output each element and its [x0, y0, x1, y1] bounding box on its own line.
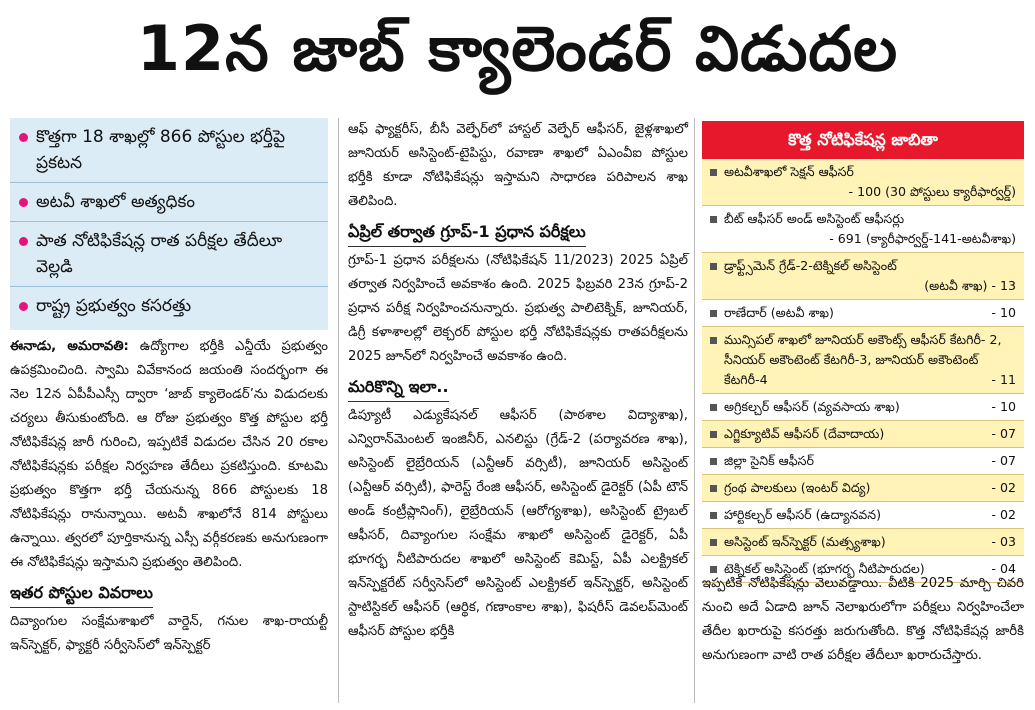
table-row — [702, 206, 1024, 253]
table-row — [702, 300, 1024, 327]
post-name: అటవీశాఖలో సెక్షన్ ఆఫీసర్ — [724, 164, 854, 179]
post-name: మున్సిపల్ శాఖలో జూనియర్ అకౌంట్స్ ఆఫీసర్ కేటగిరీ- 2, సీనియర్ అకౌంటెంట్ కేటగిరీ-3, జూనియర్ అకౌంటెంట్ కేటగిరీ-4 — [724, 332, 1002, 387]
highlight-text: రాష్ట్ర ప్రభుత్వం కసరత్తు — [36, 296, 192, 316]
post-name: అగ్రికల్చర్ ఆఫీసర్ (వ్యవసాయ శాఖ) — [724, 399, 900, 414]
post-count: - 07 — [991, 426, 1016, 441]
article-paragraph: డిప్యూటీ ఎడ్యుకేషనల్ ఆఫీసర్ (పాఠశాల విద్యాశాఖ), ఎన్విరాన్‌మెంటల్ ఇంజినీర్, ఎనలిస్టు (గ్రేడ్-2 (పర్యావరణ శాఖ), అసిస్టెంట్ లైబ్రేరియన్ (ఎన్టీఆర్ వర్సిటీ), జూనియర్ అసిస్టెంట్ (ఎన్టీఆర్ వర్సిటీ), ఫారెస్ట్ రేంజి ఆఫీసర్, అసిస్టెంట్ డైరెక్టర్ (ఏపీ టౌన్ అండ్ కంట్రీప్లానింగ్), లైబ్రేరియన్ (ఆరోగ్యశాఖ), అసిస్టెంట్ ట్రైబల్ ఆఫీసర్, దివ్యాంగుల సంక్షేమ శాఖలో అసిస్టెంట్ డైరెక్టర్, ఏపీ భూగర్భ నీటిపారుదల శాఖలో అసిస్టెంట్ కెమిస్ట్, ఏపీ ఎలక్ట్రికల్ ఇన్‌స్పెక్టరేట్ సర్వీసెస్‌లో అసిస్టెంట్ ఎలక్ట్రికల్ ఇన్‌స్పెక్టర్, అసిస్టెంట్ స్టాటిస్టికల్ ఆఫీసర్ (ఆర్థిక, గణాంకాల శాఖ), ఫిషరీస్ డెవలప్‌మెంట్ ఆఫీసర్ పోస్టుల భర్తీకి — [348, 408, 688, 639]
post-name: అసిస్టెంట్ ఇన్‌స్పెక్టర్ (మత్స్యశాఖ) — [724, 534, 886, 549]
highlight-text: కొత్తగా 18 శాఖల్లో 866 పోస్టుల భర్తీపై ప్రకటన — [36, 127, 286, 173]
article-column-2 — [348, 118, 688, 644]
square-bullet-icon — [710, 169, 717, 176]
table-row — [702, 327, 1024, 394]
post-name: హార్టికల్చర్ ఆఫీసర్ (ఉద్యానవన) — [724, 507, 882, 522]
square-bullet-icon — [710, 263, 717, 270]
post-detail-text: (అటవీ శాఖ) — [924, 278, 992, 293]
highlight-item — [10, 118, 328, 183]
post-count: - 11 — [991, 372, 1016, 387]
article-paragraph: ఆఫ్ ఫ్యాక్టరీస్, బీసీ వెల్ఫేర్‌లో హాస్టల్ వెల్ఫేర్ ఆఫీసర్, జైళ్లశాఖలో జూనియర్ అసిస్టెంట్-టైపిస్టు, రవాణా శాఖలో ఏఎంవీఐ పోస్టుల భర్తీకి కూడా నోటిఫికేషన్లు ఇస్తామని సాధారణ పరిపాలన శాఖ తెలిపింది. — [348, 122, 688, 209]
square-bullet-icon — [710, 216, 717, 223]
subheading: మరికొన్ని ఇలా.. — [348, 373, 449, 402]
post-name: గ్రంథ పాలకులు (ఇంటర్ విద్య) — [724, 480, 871, 495]
square-bullet-icon — [710, 431, 717, 438]
post-count: - 10 — [991, 399, 1016, 414]
post-name: బీట్ ఆఫీసర్ అండ్ అసిస్టెంట్ ఆఫీసర్లు — [724, 211, 905, 226]
post-count: - 07 — [991, 453, 1016, 468]
bullet-icon — [19, 237, 28, 246]
post-count: - 02 — [991, 480, 1016, 495]
square-bullet-icon — [710, 512, 717, 519]
table-row — [702, 475, 1024, 502]
post-detail: - 691 (క్యారీఫార్వర్డ్-141-అటవీశాఖ) — [829, 231, 1016, 246]
bullet-icon — [19, 133, 28, 142]
table-row — [702, 502, 1024, 529]
column-divider — [694, 118, 695, 703]
post-name: టెక్నికల్ అసిస్టెంట్ (భూగర్భ నీటిపారుదల) — [724, 561, 925, 576]
square-bullet-icon — [710, 485, 717, 492]
post-count: - 02 — [991, 507, 1016, 522]
post-detail: - 100 (30 పోస్టులు క్యారీఫార్వర్డ్) — [848, 184, 1016, 199]
subheading: ఏప్రిల్ తర్వాత గ్రూప్-1 ప్రధాన పరీక్షలు — [348, 218, 586, 247]
square-bullet-icon — [710, 539, 717, 546]
table-row — [702, 159, 1024, 206]
column-divider — [338, 118, 339, 703]
post-name: జిల్లా సైనిక్ ఆఫీసర్ — [724, 453, 814, 468]
post-count: - 03 — [991, 534, 1016, 549]
article-paragraph: ఇప్పటికే నోటిఫికేషన్లు వెలువడ్డాయి. వీటికి 2025 మార్చి చివరి నుంచి అదే ఏడాది జూన్ నెలాఖరులోగా పరీక్షలు నిర్వహించేలా తేదీల ఖరారుపై కసరత్తు జరుగుతోంది. కొత్త నోటిఫికేషన్ల జారీకి అనుగుణంగా వాటి రాత పరీక్షల తేదీలూ ఖరారుచేస్తారు. — [702, 576, 1024, 663]
square-bullet-icon — [710, 337, 717, 344]
square-bullet-icon — [710, 458, 717, 465]
post-count: - 04 — [991, 561, 1016, 576]
table-row — [702, 529, 1024, 556]
post-name: ఎగ్జిక్యూటివ్ ఆఫీసర్ (దేవాదాయ) — [724, 426, 885, 441]
paragraph-text: ఉద్యోగాల భర్తీకి ఎన్డీయే ప్రభుత్వం ఉపక్రమించింది. స్వామి వివేకానంద జయంతి సందర్భంగా ఈ నెల 12న ఏపీపీఎస్సీ ద్వారా ‘జాబ్ క్యాలెండర్’ను విడుదలకు చర్యలు తీసుకుంటోంది. ఆ రోజు ప్రభుత్వం కొత్త పోస్టుల భర్తీ నోటిఫికేషన్ల జారీ గురించి, ఇప్పటికే విడుదల చేసిన 20 రకాల నోటిఫికేషన్లకు పరీక్షల నిర్వహణ తేదీలు ప్రకటిస్తుంది. కూటమి ప్రభుత్వం కొత్తగా భర్తీ చేయనున్న 866 పోస్టులకు 18 నోటిఫికేషన్లు రానున్నాయి. అటవీ శాఖలోనే 814 పోస్టులు ఉన్నాయి. త్వరలో పూర్తికానున్న ఎస్సీ వర్గీకరణకు అనుగుణంగా ఈ నోటిఫికేషన్లు ఇస్తామని ప్రభుత్వం తెలిపింది. — [10, 339, 328, 570]
highlight-item — [10, 222, 328, 287]
post-name: డ్రాఫ్ట్స్‌మెన్ గ్రేడ్-2-టెక్నికల్ అసిస్టెంట్ — [724, 258, 897, 273]
article-paragraph: దివ్యాంగుల సంక్షేమశాఖలో వార్డెన్, గనుల శాఖ-రాయల్టీ ఇన్‌స్పెక్టర్, ఫ్యాక్టరీ సర్వీసెస్‌లో ఇన్‌స్పెక్టర్ — [10, 614, 328, 653]
highlight-text: పాత నోటిఫికేషన్ల రాత పరీక్షల తేదీలూ వెల్లడి — [36, 231, 283, 277]
bullet-icon — [19, 198, 28, 207]
article-paragraph — [10, 335, 328, 575]
table-title: కొత్త నోటిఫికేషన్ల జాబితా — [702, 121, 1024, 159]
highlight-item — [10, 287, 328, 325]
notifications-table — [702, 121, 1024, 583]
table-row — [702, 421, 1024, 448]
square-bullet-icon — [710, 404, 717, 411]
subheading: ఇతర పోస్టుల వివరాలు — [10, 579, 153, 608]
table-row — [702, 253, 1024, 300]
post-count: - 10 — [991, 305, 1016, 320]
article-paragraph: గ్రూప్-1 ప్రధాన పరీక్షలను (నోటిఫికేషన్ 11/2023) 2025 ఏప్రిల్ తర్వాత నిర్వహించే అవకాశం ఉంది. 2025 ఫిబ్రవరి 23న గ్రూప్-2 ప్రధాన పరీక్ష నిర్వహించనున్నారు. ప్రభుత్వ పాలిటెక్నిక్, జూనియర్, డిగ్రీ కళాశాలల్లో లెక్చరర్ పోస్టుల భర్తీ నోటిఫికేషన్లకు రాతపరీక్షలను 2025 జూన్‌లో నిర్వహించే అవకాశం ఉంది. — [348, 253, 688, 364]
post-name: రాణేదార్ (అటవీ శాఖ) — [724, 305, 834, 320]
highlight-text: అటవీ శాఖలో అత్యధికం — [36, 192, 195, 212]
post-detail — [724, 276, 1016, 296]
square-bullet-icon — [710, 310, 717, 317]
dateline: ఈనాడు, అమరావతి: — [10, 339, 129, 354]
headline: 12న జాబ్ క్యాలెండర్ విడుదల — [136, 12, 899, 85]
table-row — [702, 394, 1024, 421]
bullet-icon — [19, 302, 28, 311]
post-count: - 13 — [991, 278, 1016, 293]
highlight-item — [10, 183, 328, 222]
article-column-3 — [702, 572, 1024, 668]
table-row — [702, 448, 1024, 475]
article-column-1 — [10, 335, 328, 658]
highlights-box — [10, 118, 328, 330]
